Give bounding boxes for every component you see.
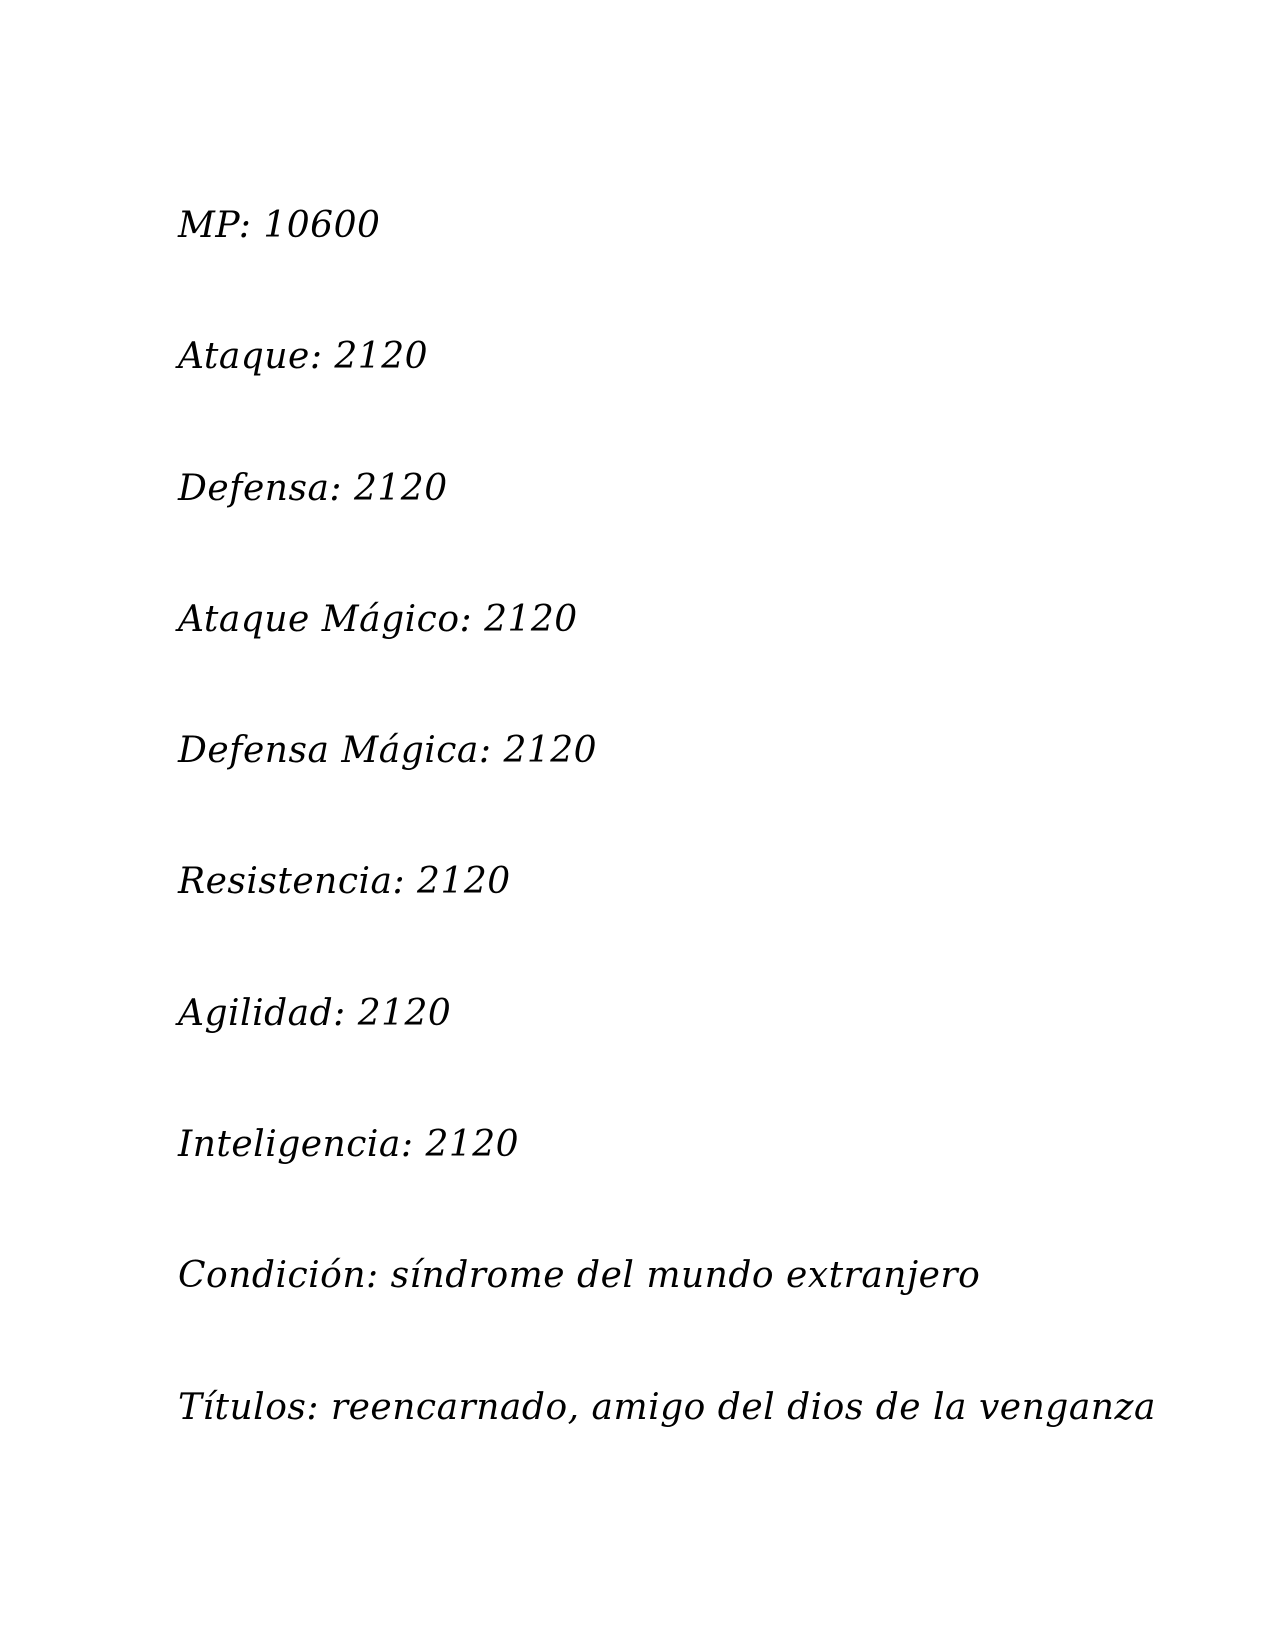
stat-list: [178, 205, 1156, 1521]
stat-agilidad: Agilidad: 2120: [178, 992, 452, 1034]
stat-condicion: Condición: síndrome del mundo extranjero: [178, 1255, 981, 1297]
stat-inteligencia: Inteligencia: 2120: [178, 1124, 520, 1166]
stat-ataque-magico: Ataque Mágico: 2120: [178, 598, 578, 640]
stat-titulos: Títulos: reencarnado, amigo del dios de la venganza: [178, 1386, 1156, 1428]
stat-defensa-magica: Defensa Mágica: 2120: [178, 730, 598, 772]
stat-resistencia: Resistencia: 2120: [178, 861, 511, 903]
stat-ataque: Ataque: 2120: [178, 336, 429, 378]
stat-defensa: Defensa: 2120: [178, 467, 448, 509]
stat-mp: MP: 10600: [178, 205, 381, 246]
